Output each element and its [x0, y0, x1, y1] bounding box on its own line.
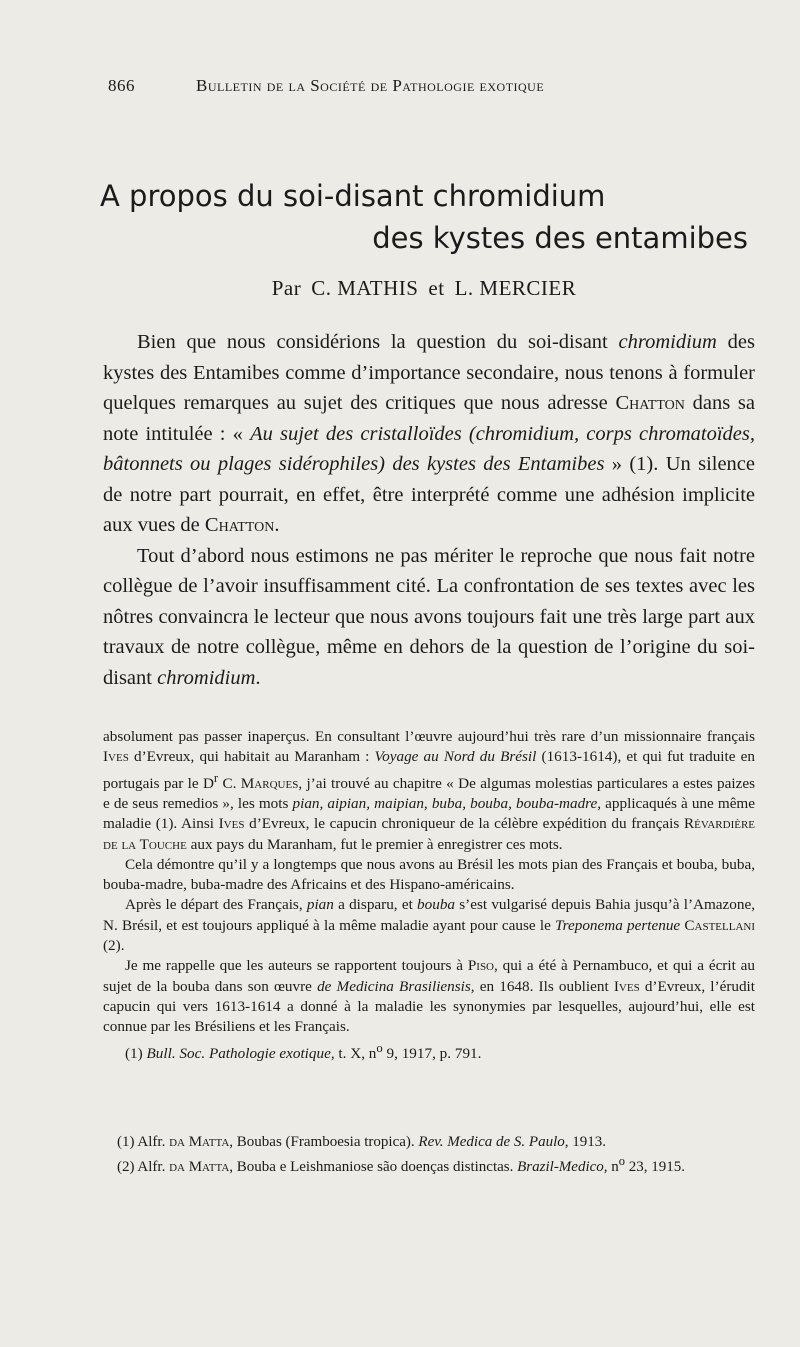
author-1: C. MATHIS: [311, 276, 419, 300]
fn2-text: (2) Alfr.: [117, 1159, 170, 1175]
fn1-author-name: da Matta: [169, 1134, 230, 1150]
small-paragraph-2: Cela démontre qu’il y a longtemps que nous avons au Brésil les mots pian des Français et bouba, buba, bouba-madre, buba-madre des Africains et des Hispano-américains.: [103, 855, 755, 894]
sp1-text: applicaqués à une même maladie (1). Ainsi: [103, 794, 755, 833]
sp1-terms: pian, aipian, maipian, buba, bouba, bouba-madre,: [292, 794, 602, 812]
sp1-text: aux pays du Maranham, fut le premier à enregistrer ces mots.: [186, 835, 563, 853]
fn1-journal: Rev. Medica de S. Paulo,: [418, 1134, 569, 1150]
p1-text: Bien que nous considérions la question du soi-disant: [137, 331, 619, 353]
fn2-text: 23, 1915.: [625, 1159, 686, 1175]
sp3-text: a disparu, et: [333, 896, 418, 914]
sp3-author-name: Castellani: [684, 916, 756, 934]
sp4-author-name: Ives: [613, 977, 640, 995]
page-number: 866: [108, 76, 135, 95]
sp3-text: (2).: [103, 937, 125, 955]
sp1-author-name: Ives: [103, 748, 129, 766]
article-title-line1: A propos du soi-disant chromidium: [100, 179, 606, 213]
article-body: [103, 327, 755, 693]
fn1-text: , Boubas (Framboesia tropica).: [229, 1134, 419, 1150]
p1-text: des kystes des Entamibes comme d’importance secondaire, nous tenons à formuler quelques remarques au sujet des critiques que nous adresse: [103, 331, 756, 414]
footnote-2: [103, 1152, 755, 1177]
footnotes: [103, 1133, 755, 1177]
running-header: [108, 76, 668, 96]
fn2-text: , Bouba e Leishmaniose são doenças distinctas.: [229, 1159, 518, 1175]
fn-main-journal: Bull. Soc. Pathologie exotique,: [146, 1044, 335, 1062]
fn2-superscript: o: [618, 1154, 626, 1168]
p1-author-name: Chatton: [615, 392, 685, 414]
sp1-text: d’Evreux, le capucin chroniqueur de la célèbre expédition du français: [244, 815, 684, 833]
p2-text: Tout d’abord nous estimons ne pas mériter le reproche que nous fait notre collègue de l’avoir insuffisamment cité. La confrontation de ses textes avec les nôtres convaincra le lecteur que nous avons toujours fait une très large part aux travaux de notre collègue, même en dehors de la question de l’origine du soi-disant: [103, 544, 755, 689]
sp4-text: Je me rappelle que les auteurs se rapportent toujours à: [125, 957, 468, 975]
sp1-author-name: Ives: [218, 815, 245, 833]
p2-text: .: [255, 666, 261, 689]
sp1-text: (1613-1614), et qui fut traduite en portugais par le D: [103, 748, 755, 792]
p1-text: dans sa note intitulée : «: [103, 392, 755, 445]
p1-text: .: [274, 514, 280, 536]
sp3-species: Treponema pertenue: [555, 916, 681, 934]
fn2-journal: Brazil-Medico,: [517, 1159, 608, 1175]
article-title-line2: des kystes des entamibes: [372, 221, 748, 255]
sp4-text: en 1648. Ils oublient: [474, 977, 614, 995]
small-paragraph-4: [103, 956, 755, 1037]
sp1-author-name: Révardière de la Touche: [103, 815, 756, 853]
article-authors: [100, 276, 748, 301]
sp1-author-name: Marques: [240, 774, 299, 792]
fn2-text: n: [607, 1159, 619, 1175]
fn-main-marker: (1): [125, 1044, 147, 1062]
p1-cited-title: Au sujet des cristalloïdes (chromidium, corps chromatoïdes, bâtonnets ou plages sidérophiles) des kystes des Entamibes: [103, 422, 755, 475]
authors-prefix: Par: [271, 276, 302, 300]
sp4-author-name: Piso: [467, 957, 494, 975]
authors-and: et: [428, 276, 445, 300]
sp3-text: s’est vulgarisé depuis Bahia jusqu’à l’Amazone, N. Brésil, et est toujours appliqué à la même maladie ayant pour cause le: [103, 896, 756, 934]
sp3-term: pian: [306, 896, 334, 914]
sp1-book-title: Voyage au Nord du Brésil: [374, 748, 537, 766]
footnote-main: [103, 1038, 755, 1064]
sp3-text: Après le départ des Français,: [125, 896, 307, 914]
small-paragraph-3: [103, 895, 755, 956]
footnote-1: [103, 1133, 755, 1152]
journal-title: Bulletin de la Société de Pathologie exotique: [196, 76, 545, 95]
sp4-book-title: de Medicina Brasiliensis,: [317, 977, 475, 995]
p1-text: » (1). Un silence de notre part pourrait, en effet, être interprété comme une adhésion implicite aux vues de: [103, 453, 756, 536]
p2-italic: chromidium: [157, 666, 256, 689]
p1-author-name: Chatton: [204, 514, 275, 536]
sp1-text: d’Evreux, qui habitait au Maranham :: [128, 748, 375, 766]
fn1-text: 1913.: [568, 1134, 606, 1150]
fn-main-text: t. X, n: [334, 1044, 377, 1062]
fn2-author-name: da Matta: [169, 1159, 230, 1175]
sp1-text: C.: [218, 774, 241, 792]
sp1-text: , j’ai trouvé au chapitre « De algumas molestias particulares a estes paizes e de seus remedios », les mots: [103, 774, 756, 812]
sp3-term: bouba: [417, 896, 456, 914]
sp1-superscript: r: [213, 770, 219, 785]
discussion-annex: [103, 727, 755, 1064]
fn-main-text: 9, 1917, p. 791.: [382, 1044, 482, 1062]
p1-italic: chromidium: [618, 331, 717, 353]
sp1-text: absolument pas passer inaperçus. En consultant l’œuvre aujourd’hui très rare d’un missionnaire français: [103, 728, 755, 745]
paragraph-2: [103, 541, 755, 694]
fn-main-superscript: o: [376, 1040, 383, 1055]
sp4-text: d’Evreux, l’érudit capucin qui vers 1613-1614 a donné à la maladie les synonymies par lesquelles, aujourd’hui, elle est connue par les Brésiliens et les Français.: [103, 977, 756, 1036]
sp4-text: , qui a été à Pernambuco, et qui a écrit au sujet de la bouba dans son œuvre: [103, 957, 755, 995]
small-paragraph-1: [103, 727, 755, 855]
author-2: L. MERCIER: [454, 276, 577, 300]
paragraph-1: [103, 327, 755, 541]
fn1-text: (1) Alfr.: [117, 1134, 170, 1150]
